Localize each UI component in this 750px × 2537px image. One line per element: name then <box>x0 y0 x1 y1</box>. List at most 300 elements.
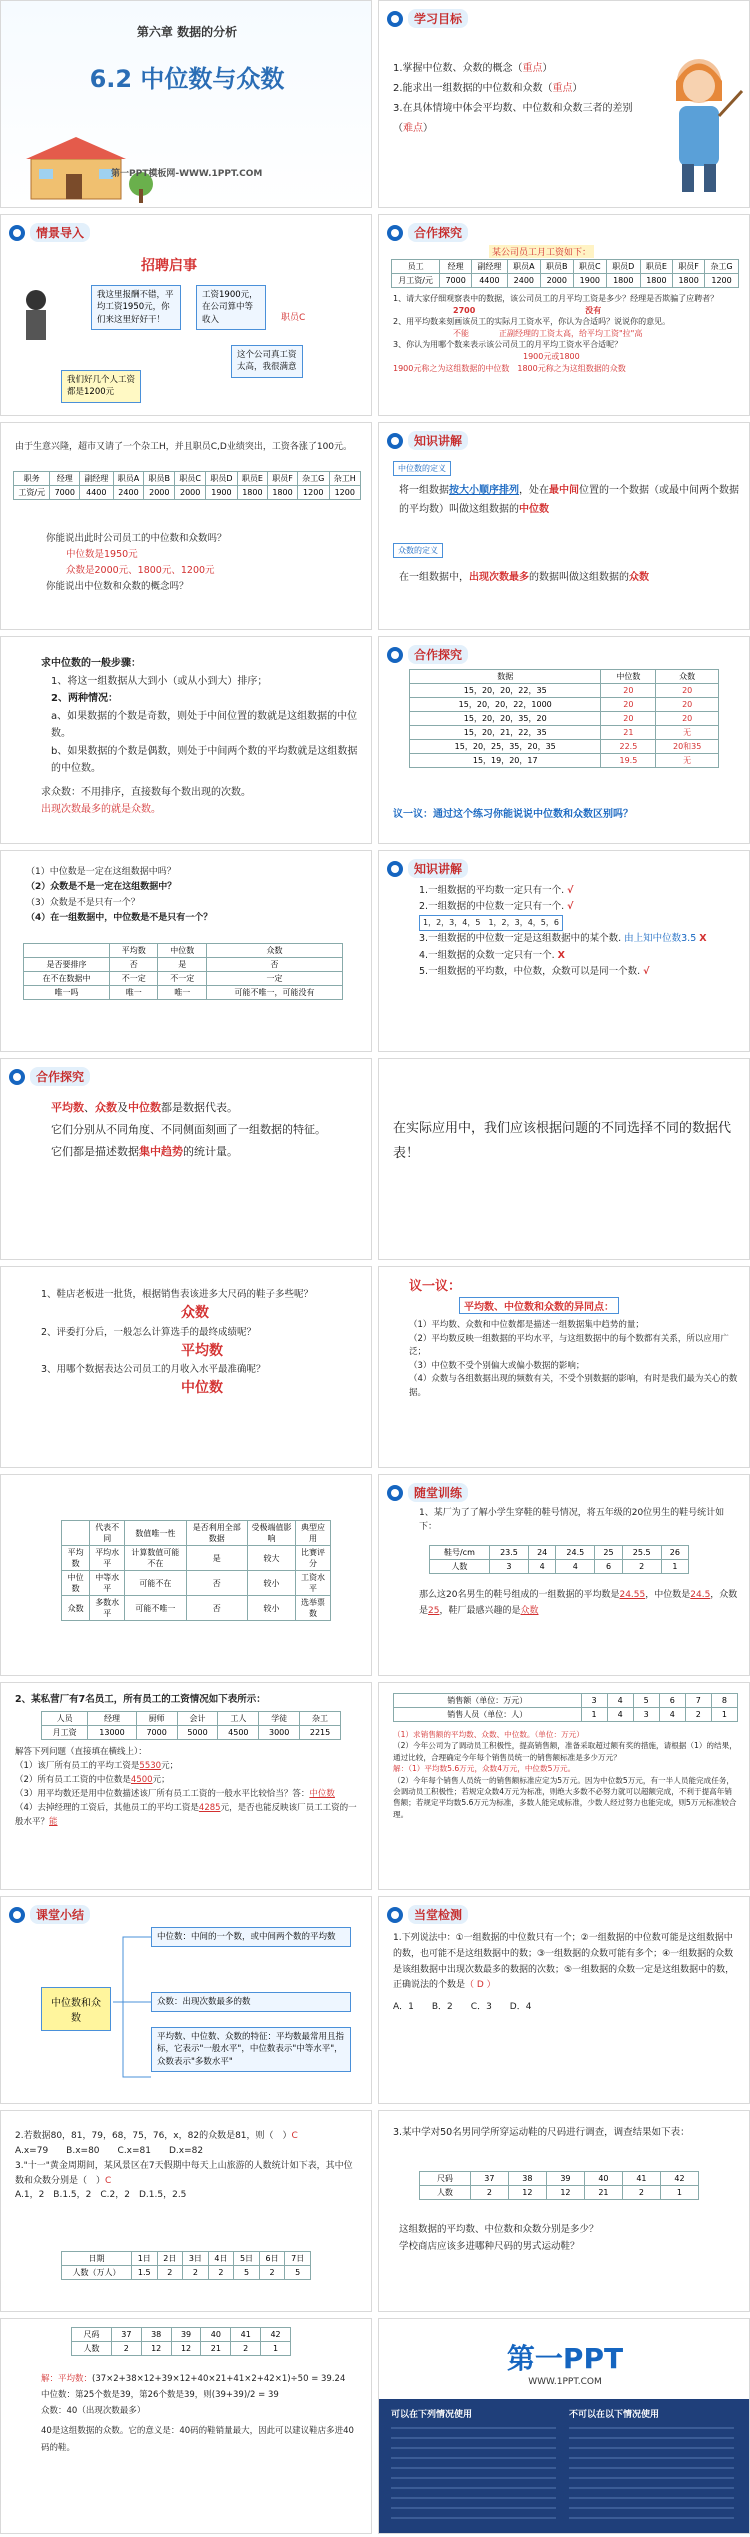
slide-header <box>9 223 90 242</box>
table-cell: 工资水平 <box>296 1571 331 1596</box>
table-cell: 42 <box>261 2328 291 2342</box>
discuss-slide <box>378 1266 750 1468</box>
table-cell: 2000 <box>175 486 206 500</box>
header-label: 情景导入 <box>30 223 90 242</box>
header-label: 学习目标 <box>408 9 468 28</box>
table-header: 数值唯一性 <box>125 1521 186 1546</box>
intro-slide <box>0 214 372 416</box>
table-cell: 7000 <box>136 1726 177 1740</box>
table-cell: 4 <box>659 1708 685 1722</box>
table-cell: 职员C <box>573 260 606 274</box>
table-cell: 12 <box>141 2342 171 2356</box>
table-cell: 职员B <box>144 472 175 486</box>
bullet-icon <box>9 1069 25 1085</box>
table-cell: 较小 <box>247 1596 295 1621</box>
lesson-title: 6.2 中位数与众数 <box>89 65 285 93</box>
table-cell: 2400 <box>113 486 144 500</box>
salary-table-2 <box>13 471 361 500</box>
clerk-label: 职员C <box>281 313 306 323</box>
table-cell: 2日 <box>157 2252 183 2266</box>
bullet-icon <box>387 1907 403 1923</box>
people-illustration <box>11 285 91 345</box>
table-cell: 6 <box>659 1694 685 1708</box>
table-cell: 26 <box>661 1546 688 1560</box>
table-cell: 众数 <box>62 1596 90 1621</box>
practice-answer: 那么这20名男生的鞋号组成的一组数据的平均数是24.55，中位数是24.5，众数是25，鞋厂最感兴趣的是众数 <box>419 1590 738 1617</box>
comparison-table <box>23 943 343 1000</box>
table-cell: 13000 <box>88 1726 136 1740</box>
table-row <box>410 726 719 740</box>
table-cell: 较小 <box>247 1571 295 1596</box>
table-cell: 5日 <box>234 2252 260 2266</box>
summary-box: 中位数：中间的一个数，或中间两个数的平均数 <box>151 1927 351 1947</box>
tag-mode: 众数的定义 <box>393 543 443 558</box>
fine-print-right <box>569 2427 734 2523</box>
bullet-icon <box>387 647 403 663</box>
table-cell: 是否要排序 <box>24 958 110 972</box>
table-cell: 工人 <box>218 1712 259 1726</box>
table-cell: 1 <box>661 1560 688 1574</box>
test-questions: 2.若数据80，81，79，68，75，76，x，82的众数是81，则（ ）C A.x=79 B.x=80 C.x=81 D.x=82 3."十一"黄金周期间，某风景区在7天假期中每天上山旅游的人数统计如下表，其中位数和众数分别是（ ）C A.1，2 B.1.5，2 C.2，2 D.1.5，2.5 <box>15 2131 353 2201</box>
table-cell: 鞋号/cm <box>430 1546 490 1560</box>
table-row <box>410 698 719 712</box>
table-cell: 职员C <box>175 472 206 486</box>
table-cell: 中等水平 <box>90 1571 125 1596</box>
table-cell: 5000 <box>177 1726 218 1740</box>
steps-text: 求中位数的一般步骤： 1、将这一组数据从大到小（或从小到大）排序； 2、两种情况： a、如果数据的个数是奇数，则处于中间位置的数就是这组数据的中位数。 b、如果数据的个数是偶数，则处于中间两个数的平均数就是这组数据的中位数。 求众数：不用排序，直接数每个数出现的次数。 出现次数最多的就是众数。 <box>41 658 358 815</box>
table-cell: 2 <box>685 1708 711 1722</box>
table-cell: 杂工H <box>329 472 360 486</box>
table-cell: 职务 <box>14 472 50 486</box>
header-label: 当堂检测 <box>408 1905 468 1924</box>
shoe-question: 3.某中学对50名男同学所穿运动鞋的尺码进行调查，调查结果如下表： <box>393 2127 690 2138</box>
table-cell: 2 <box>208 2266 234 2280</box>
table-cell: 人员 <box>42 1712 88 1726</box>
table-cell: 4 <box>607 1694 633 1708</box>
slide-header <box>387 223 468 242</box>
table-cell: 20 <box>656 712 719 726</box>
discussion-question: 议一议：通过这个练习你能说说中位数和众数区别吗？ <box>393 809 633 820</box>
goals-slide <box>378 0 750 208</box>
table-cell: 否 <box>206 958 342 972</box>
discuss-points: （1）平均数、众数和中位数都是描述一组数据集中趋势的量； （2）平均数反映一组数据的平均水平，与这组数据中的每个数都有关系，所以应用广泛； （3）中位数不受个别偏大或偏小数据的影响； （4）众数与各组数据出现的频数有关，不受个别数据的影响，有时是我们最为关心的数据。 <box>409 1320 738 1398</box>
table-cell: 4400 <box>471 274 507 288</box>
table-row <box>62 1596 331 1621</box>
bullet-icon <box>9 225 25 241</box>
table-cell: 厨师 <box>136 1712 177 1726</box>
table-cell: 12 <box>546 2186 584 2200</box>
header-label: 课堂小结 <box>30 1905 90 1924</box>
question-list: （1）中位数是一定在这组数据中吗？ （2）众数是不是一定在这组数据中？ （3）众数是不是只有一个？ （4）在一组数据中，中位数是不是只有一个？ <box>26 867 213 923</box>
table-cell: 42 <box>660 2172 698 2186</box>
question-slide-1 <box>0 422 372 630</box>
practice-slide <box>378 1474 750 1676</box>
table-cell: 经理 <box>88 1712 136 1726</box>
question-block: 你能说出此时公司员工的中位数和众数吗？ 中位数是1950元 众数是2000元、1800元、1200元 你能说出中位数和众数的概念吗？ <box>46 533 227 593</box>
table-cell: 一定 <box>206 972 342 986</box>
practice-question: 1、某厂为了了解小学生穿鞋的鞋号情况，将五年级的20位男生的鞋号统计如下： <box>419 1508 725 1532</box>
table-cell: 39 <box>546 2172 584 2186</box>
table-cell: 副经理 <box>80 472 114 486</box>
bullet-icon <box>387 861 403 877</box>
table-cell: 4400 <box>80 486 114 500</box>
header-label: 知识讲解 <box>408 431 468 450</box>
apply-questions: 1、鞋店老板进一批货，根据销售表该进多大尺码的鞋子多些呢？ 众数 2、评委打分后，一般怎么计算选手的最终成绩呢？ 平均数 3、用哪个数据表达公司员工的月收入水平最准确呢？ 中位数 <box>41 1289 314 1397</box>
note-slide <box>378 1058 750 1260</box>
table-cell: 职员F <box>268 472 298 486</box>
table-cell: 24.5 <box>556 1546 595 1560</box>
table-cell: 职员A <box>113 472 144 486</box>
table-cell: 15，20，21，22，35 <box>410 726 601 740</box>
table-cell: 25.5 <box>622 1546 661 1560</box>
test-slide-2 <box>0 2110 372 2312</box>
table-cell: 1日 <box>131 2252 157 2266</box>
table-cell: 杂工G <box>705 260 739 274</box>
table-cell: 较大 <box>247 1546 295 1571</box>
table-cell: 日期 <box>62 2252 132 2266</box>
table-cell: 职员B <box>540 260 573 274</box>
table-cell: 否 <box>110 958 158 972</box>
table-cell: 唯一 <box>158 986 206 1000</box>
table-cell: 21 <box>601 726 656 740</box>
table-cell: 选举票数 <box>296 1596 331 1621</box>
table-cell: 1800 <box>640 274 672 288</box>
summary-text: 平均数、众数及中位数都是数据代表。 它们分别从不同角度、不同侧面刻画了一组数据的特征。 它们都是描述数据集中趋势的统计量。 <box>51 1101 326 1158</box>
table-cell: 40 <box>201 2328 231 2342</box>
table-cell: 1 <box>711 1708 737 1722</box>
bullet-icon <box>387 225 403 241</box>
table-cell: 24 <box>529 1546 556 1560</box>
shoe-size-table-2 <box>71 2327 291 2356</box>
table-cell: 4 <box>607 1708 633 1722</box>
table-cell: 40 <box>584 2172 622 2186</box>
table-cell: 经理 <box>50 472 80 486</box>
question-block: 1、请大家仔细观察表中的数据，该公司员工的月平均工资是多少？经理是否欺骗了应聘者？ 2700 没有 2、用平均数来刻画该员工的实际月工资水平，你认为合适吗？说说你的意见。 不能 正副经理的工资太高，给平均工资"拉"高 3、你认为用哪个数来表示该公司员工的月平均工资水平合适呢？ 1900元或1800 1900元称之为这组数据的中位数 1800元称之为这组数据的众数 <box>393 294 719 373</box>
table-cell: 副经理 <box>471 260 507 274</box>
chapter-label: 第六章 数据的分析 <box>136 25 238 39</box>
brand-logo: 第一PPT <box>506 2342 624 2375</box>
table-row <box>62 1546 331 1571</box>
table-cell: 唯一吗 <box>24 986 110 1000</box>
features-table <box>61 1520 331 1621</box>
table-cell: 1 <box>581 1708 607 1722</box>
goals-list: 1.掌握中位数、众数的概念（重点） 2.能求出一组数据的中位数和众数（重点） 3.在具体情境中体会平均数、中位数和众数三者的差别（难点） <box>393 63 633 134</box>
title-slide <box>0 0 372 208</box>
table-cell: 职员F <box>673 260 705 274</box>
tourist-table <box>61 2251 311 2280</box>
credit-text: 第一PPT模板网-WWW.1PPT.COM <box>111 169 263 179</box>
slide-header <box>387 645 468 664</box>
test-slide <box>378 1896 750 2104</box>
table-cell: 15，20，20，35，20 <box>410 712 601 726</box>
table-cell: 月工资 <box>42 1726 88 1740</box>
table-cell: 5 <box>234 2266 260 2280</box>
table-row <box>62 1571 331 1596</box>
table-cell: 平均水平 <box>90 1546 125 1571</box>
table-cell: 唯一 <box>110 986 158 1000</box>
table-header: 是否利用全部数据 <box>186 1521 247 1546</box>
table-cell: 3 <box>581 1694 607 1708</box>
summary-box: 众数：出现次数最多的数 <box>151 1992 351 2012</box>
table-cell: 不一定 <box>158 972 206 986</box>
tag-median: 中位数的定义 <box>393 461 451 476</box>
table-cell: 尺码 <box>420 2172 471 2186</box>
table-cell: 职员E <box>237 472 267 486</box>
table-cell: 否 <box>186 1596 247 1621</box>
table-cell: 20和35 <box>656 740 719 754</box>
table-header: 典型应用 <box>296 1521 331 1546</box>
table-cell: 37 <box>111 2328 141 2342</box>
brand-slide <box>378 2318 750 2534</box>
table-cell: 3000 <box>259 1726 300 1740</box>
table-cell: 人数 <box>430 1560 490 1574</box>
table-cell: 7日 <box>285 2252 311 2266</box>
practice-title: 2、某私营厂有7名员工，所有员工的工资情况如下表所示： <box>15 1694 266 1705</box>
header-label: 知识讲解 <box>408 859 468 878</box>
table-cell: 计算数值可能不在 <box>125 1546 186 1571</box>
table-cell: 否 <box>186 1571 247 1596</box>
table-cell: 39 <box>171 2328 201 2342</box>
table-cell: 可能不唯一，可能没有 <box>206 986 342 1000</box>
table-cell: 7000 <box>440 274 472 288</box>
median-mode-table <box>409 669 719 768</box>
table-cell: 职员A <box>507 260 540 274</box>
features-slide <box>0 1474 372 1676</box>
table-cell: 41 <box>622 2172 660 2186</box>
solution-slide <box>0 2318 372 2534</box>
table-cell: 1.5 <box>131 2266 157 2280</box>
table-cell: 销售人员（单位：人） <box>394 1708 582 1722</box>
table-cell: 2 <box>231 2342 261 2356</box>
table-header: 众数 <box>206 944 342 958</box>
shoe-size-table <box>419 2171 699 2200</box>
table-cell: 可能不唯一 <box>125 1596 186 1621</box>
table-cell: 销售额（单位：万元） <box>394 1694 582 1708</box>
table-caption: 某公司员工月工资如下： <box>489 245 594 258</box>
table-cell: 5 <box>633 1694 659 1708</box>
definition-slide <box>378 422 750 630</box>
table-cell: 杂工G <box>297 472 329 486</box>
table-cell: 人数 <box>420 2186 471 2200</box>
slide-header <box>9 1905 90 1924</box>
table-cell: 1200 <box>705 274 739 288</box>
table-cell: 7 <box>685 1694 711 1708</box>
table-header <box>62 1521 90 1546</box>
salary-table <box>391 259 739 288</box>
speech-bubble: 工资1900元，在公司算中等收入 <box>196 285 266 330</box>
table-cell: 22.5 <box>601 740 656 754</box>
slide-header <box>387 1905 468 1924</box>
bullet-icon <box>387 1485 403 1501</box>
header-label: 合作探究 <box>30 1067 90 1086</box>
summary-box: 平均数、中位数、众数的特征：平均数最常用且指标，它表示"一般水平"，中位数表示"中等水平"，众数表示"多数水平" <box>151 2027 351 2072</box>
steps-slide <box>0 636 372 844</box>
table-cell: 尺码 <box>72 2328 112 2342</box>
table-cell: 中位数 <box>62 1571 90 1596</box>
table-cell: 4日 <box>208 2252 234 2266</box>
table-cell: 23.5 <box>489 1546 528 1560</box>
practice-slide-2 <box>0 1682 372 1890</box>
table-cell: 20 <box>601 698 656 712</box>
teacher-illustration <box>654 46 744 196</box>
brand-url: WWW.1PPT.COM <box>528 2377 602 2387</box>
table-cell: 职员E <box>640 260 672 274</box>
table-cell: 1800 <box>237 486 267 500</box>
table-row <box>24 958 343 972</box>
apply-slide <box>0 1266 372 1468</box>
table-cell: 2000 <box>540 274 573 288</box>
table-cell: 6 <box>595 1560 622 1574</box>
table-cell: 21 <box>201 2342 231 2356</box>
table-cell: 2 <box>622 2186 660 2200</box>
table-header: 平均数 <box>110 944 158 958</box>
table-cell: 2 <box>111 2342 141 2356</box>
table-row <box>410 712 719 726</box>
table-cell: 15，19，20，17 <box>410 754 601 768</box>
summary-slide-2 <box>0 1896 372 2104</box>
median-definition: 将一组数据按大小顺序排列，处在最中间位置的一个数据（或最中间两个数据的平均数）叫做这组数据的中位数 <box>399 485 739 515</box>
table-cell: 平均数 <box>62 1546 90 1571</box>
table-cell: 员工 <box>392 260 440 274</box>
bullet-icon <box>387 433 403 449</box>
connector-lines <box>113 1927 153 2087</box>
table-cell: 4500 <box>218 1726 259 1740</box>
mode-definition: 在一组数据中，出现次数最多的数据叫做这组数据的众数 <box>399 572 649 583</box>
scenario-text: 由于生意兴隆，超市又请了一个杂工H，并且职员C,D业绩突出，工资各涨了100元。 <box>15 442 353 452</box>
speech-bubble: 我们好几个人工资都是1200元 <box>61 370 141 403</box>
table-cell: 3 <box>489 1560 528 1574</box>
table-cell: 无 <box>656 754 719 768</box>
table-cell: 20 <box>601 684 656 698</box>
note-text: 在实际应用中，我们应该根据问题的不同选择不同的数据代表！ <box>393 1121 732 1161</box>
table-cell: 3 <box>633 1708 659 1722</box>
table-cell: 20 <box>656 684 719 698</box>
table-cell: 41 <box>231 2328 261 2342</box>
table-cell: 1800 <box>606 274 640 288</box>
table-cell: 2400 <box>507 274 540 288</box>
table-cell: 人数 <box>72 2342 112 2356</box>
table-row <box>24 986 343 1000</box>
recruit-sign: 招聘启事 <box>141 258 197 274</box>
test-question: 1.下列说法中：①一组数据的中位数只有一个；②一组数据的中位数可能是这组数据中的数，也可能不是这组数据中的数；③一组数据的众数可能有多个；④一组数据的众数是该组数据中出现次数最多的数据的次数；⑤一组数据的众数一定是这组数据中的数，正确说法的个数是（ D ） A．1 B．2 C．3 D．4 <box>393 1933 735 2012</box>
table-cell: 4 <box>529 1560 556 1574</box>
table-cell: 无 <box>656 726 719 740</box>
table-cell: 1900 <box>573 274 606 288</box>
table-cell: 21 <box>584 2186 622 2200</box>
table-row <box>24 972 343 986</box>
test-slide-3 <box>378 2110 750 2312</box>
sales-table <box>393 1693 738 1722</box>
slide-header <box>387 431 468 450</box>
table-cell: 7000 <box>50 486 80 500</box>
table-header: 众数 <box>656 670 719 684</box>
table-cell: 1800 <box>673 274 705 288</box>
table-cell: 不一定 <box>110 972 158 986</box>
slide-header <box>387 859 468 878</box>
table-cell: 1800 <box>268 486 298 500</box>
summary-slide-1 <box>0 1058 372 1260</box>
table-header: 数据 <box>410 670 601 684</box>
table-cell: 1200 <box>329 486 360 500</box>
table-cell: 3日 <box>183 2252 209 2266</box>
footer-panel <box>379 2399 750 2534</box>
center-node: 中位数和众数 <box>41 1987 111 2031</box>
table-cell: 20 <box>656 698 719 712</box>
wage-table <box>41 1711 341 1740</box>
table-cell: 人数（万人） <box>62 2266 132 2280</box>
table-cell: 15，20，20，22，35 <box>410 684 601 698</box>
table-cell: 1900 <box>206 486 238 500</box>
table-cell: 是 <box>158 958 206 972</box>
slide-header <box>387 9 468 28</box>
table-cell: 1 <box>660 2186 698 2200</box>
speech-bubble: 这个公司真工资太高，我很满意 <box>231 345 303 378</box>
table-cell: 38 <box>141 2328 171 2342</box>
statement-list: 1.一组数据的平均数一定只有一个. √ 2.一组数据的中位数一定只有一个. √ 1，2，3，4，5 1，2，3，4，5，6 3.一组数据的中位数一定是这组数据中的某个数. 由上知中位数3.5 X 4.一组数据的众数一定只有一个. X 5.一组数据的平均数，中位数，众数可以是同一个数. √ <box>419 885 707 977</box>
table-cell: 5 <box>285 2266 311 2280</box>
table-cell: 15，20，20，22，1000 <box>410 698 601 712</box>
table-cell: 是 <box>186 1546 247 1571</box>
shoe-subquestions: 这组数据的平均数、中位数和众数分别是多少？ 学校商店应该多进哪种尺码的男式运动鞋？ <box>399 2224 599 2253</box>
table-cell: 12 <box>508 2186 546 2200</box>
table-cell: 经理 <box>440 260 472 274</box>
bullet-icon <box>9 1907 25 1923</box>
discuss-subtitle: 平均数、中位数和众数的异同点： <box>459 1297 619 1314</box>
table-header: 代表不同 <box>90 1521 125 1546</box>
table-cell: 2 <box>622 1560 661 1574</box>
table-cell: 8 <box>711 1694 737 1708</box>
compare-slide <box>0 850 372 1052</box>
sales-solution: （1）求销售额的平均数、众数、中位数。（单位：万元） （2）今年公司为了调动员工积极性，提高销售额，准备采取超过额有奖的措施，请根据（1）的结果，通过比较，合理确定今年每个销售员统一的销售额标准是多少万元？ 解：（1）平均数5.6万元，众数4万元，中位数5万元。 （2）今年每个销售人员统一的销售额标准应定为5万元。因为中位数5万元，有一半人员能完成任务，会调动员工积极性；若规定众数4万元为标准，则绝大多数不必努力就可以超额完成，不利于提高年销售额；若规定平均数5.6万元为标准，多数人能完成标准，少数人经过努力也能完成，则5万元标准较合理。 <box>393 1730 737 1819</box>
table-cell: 比赛评分 <box>296 1546 331 1571</box>
table-cell: 职员D <box>606 260 640 274</box>
solution-text: 解：平均数：(37×2+38×12+39×12+40×21+41×2+42×1)÷50 = 39.24 中位数：第25个数是39，第26个数是39，则(39+39)/2 = 39 众数：40（出现次数最多） 40是这组数据的众数。它的意义是：40码的鞋销量最大，因此可以建议鞋店多进40码的鞋。 <box>41 2374 354 2453</box>
table-cell: 25 <box>595 1546 622 1560</box>
table-cell: 1200 <box>297 486 329 500</box>
table-header <box>24 944 110 958</box>
table-row <box>410 754 719 768</box>
usage-forbidden: 不可以在以下情况使用 <box>569 2410 660 2420</box>
explore-slide-1 <box>378 214 750 416</box>
table-cell: 19.5 <box>601 754 656 768</box>
table-cell: 可能不在 <box>125 1571 186 1596</box>
discuss-title: 议一议： <box>409 1279 462 1294</box>
table-cell: 2 <box>259 2266 285 2280</box>
table-cell: 杂工 <box>300 1712 341 1726</box>
table-cell: 会计 <box>177 1712 218 1726</box>
table-cell: 在不在数据中 <box>24 972 110 986</box>
slide-header <box>387 1483 468 1502</box>
table-cell: 月工资/元 <box>392 274 440 288</box>
judge-slide <box>378 850 750 1052</box>
table-cell: 学徒 <box>259 1712 300 1726</box>
usage-allowed: 可以在下列情况使用 <box>391 2410 473 2420</box>
table-cell: 37 <box>470 2172 508 2186</box>
header-label: 合作探究 <box>408 645 468 664</box>
slide-header <box>9 1067 90 1086</box>
table-row <box>410 684 719 698</box>
shoe-table <box>429 1545 689 1574</box>
speech-bubble: 我这里报酬不错，平均工资1950元，你们来这里好好干！ <box>91 285 181 330</box>
table-cell: 38 <box>508 2172 546 2186</box>
header-label: 随堂训练 <box>408 1483 468 1502</box>
table-cell: 6日 <box>259 2252 285 2266</box>
table-cell: 2 <box>157 2266 183 2280</box>
table-cell: 2 <box>183 2266 209 2280</box>
table-cell: 多数水平 <box>90 1596 125 1621</box>
bullet-icon <box>387 11 403 27</box>
table-cell: 20 <box>601 712 656 726</box>
